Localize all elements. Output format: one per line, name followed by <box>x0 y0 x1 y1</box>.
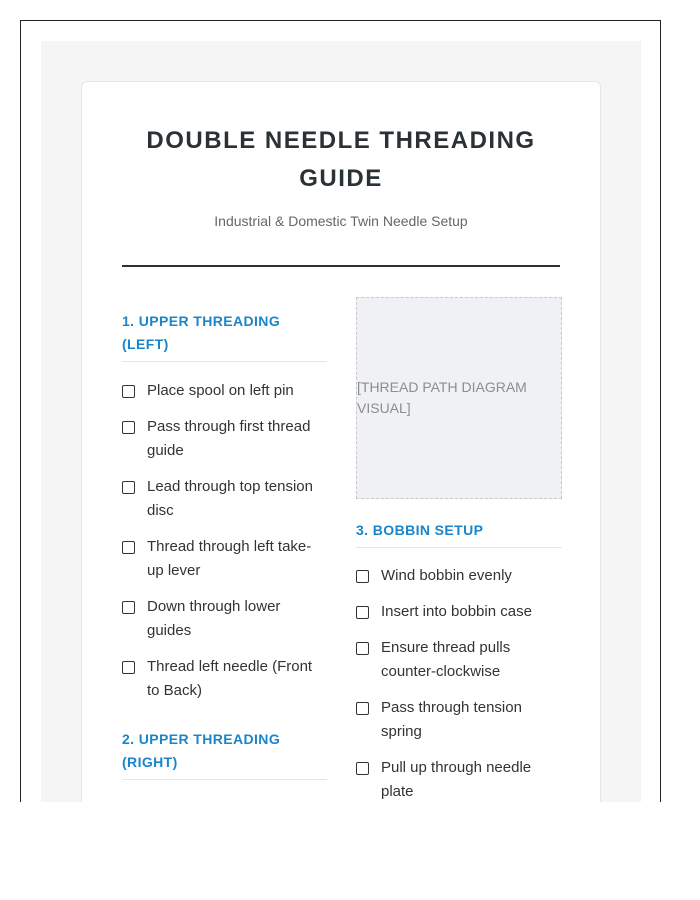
guide-card <box>81 81 601 802</box>
list-item <box>356 600 562 624</box>
thread-path-diagram-placeholder <box>356 297 562 499</box>
section-heading-upper-left: 1. UPPER THREADING (LEFT) <box>122 310 327 362</box>
section-heading-upper-right: 2. UPPER THREADING (RIGHT) <box>122 728 327 780</box>
item-label: Pass through tension spring <box>381 699 522 740</box>
page-frame <box>20 20 661 802</box>
checklist-bobbin <box>356 564 562 802</box>
item-label: Pass through first thread guide <box>147 418 311 459</box>
page-title <box>82 122 600 198</box>
checkbox[interactable] <box>356 762 369 775</box>
list-item <box>122 379 327 403</box>
section-heading-bobbin: 3. BOBBIN SETUP <box>356 519 562 548</box>
item-label: Wind bobbin evenly <box>381 567 512 584</box>
page-background <box>41 41 641 802</box>
right-column <box>356 297 562 802</box>
list-item <box>122 415 327 463</box>
list-item <box>122 655 327 703</box>
checklist-upper-left <box>122 379 327 703</box>
checkbox[interactable] <box>122 601 135 614</box>
checkbox[interactable] <box>122 541 135 554</box>
list-item <box>356 564 562 588</box>
item-label: Thread through left take-up lever <box>147 538 312 579</box>
diagram-placeholder-text: [THREAD PATH DIAGRAM VISUAL] <box>357 379 527 416</box>
list-item <box>122 475 327 523</box>
item-label: Insert into bobbin case <box>381 603 532 620</box>
checkbox[interactable] <box>122 661 135 674</box>
list-item <box>356 696 562 744</box>
checkbox[interactable] <box>356 642 369 655</box>
left-column <box>122 310 327 780</box>
list-item <box>122 535 327 583</box>
title-line-2: GUIDE <box>299 165 383 192</box>
item-label: Down through lower guides <box>147 598 281 639</box>
item-label: Lead through top tension disc <box>147 478 313 519</box>
item-label: Thread left needle (Front to Back) <box>147 658 313 699</box>
checkbox[interactable] <box>356 570 369 583</box>
item-label: Ensure thread pulls counter-clockwise <box>381 639 511 680</box>
list-item <box>356 636 562 684</box>
checkbox[interactable] <box>122 481 135 494</box>
item-label: Place spool on left pin <box>147 382 294 399</box>
checkbox[interactable] <box>122 385 135 398</box>
checkbox[interactable] <box>356 702 369 715</box>
title-divider <box>122 265 560 267</box>
list-item <box>122 595 327 643</box>
checkbox[interactable] <box>122 421 135 434</box>
title-line-1: DOUBLE NEEDLE THREADING <box>146 127 536 154</box>
page-subtitle: Industrial & Domestic Twin Needle Setup <box>214 213 468 229</box>
list-item <box>356 756 562 802</box>
item-label: Pull up through needle plate <box>381 759 532 800</box>
checkbox[interactable] <box>356 606 369 619</box>
